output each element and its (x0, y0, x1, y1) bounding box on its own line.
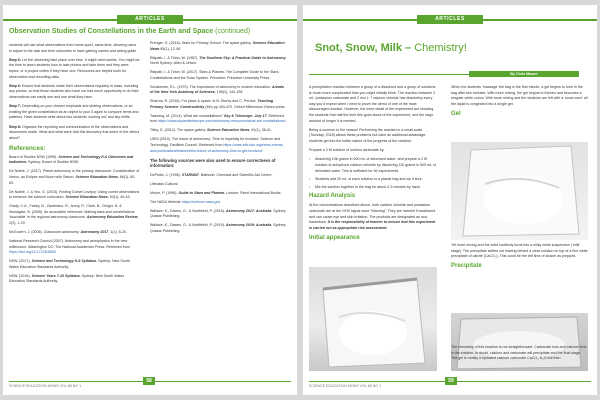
step-item (9, 125, 140, 142)
paragraph-3: Prepare a 2 M solution of sodium carbonate by: (309, 148, 385, 153)
paragraph-2: Being a summer to the reason! Performing the reaction in a small-scale (Tuesday, 2018) allows these problems but have an additional advantage: students get into the bottle nature of the progress of the reaction. (309, 127, 427, 143)
reference-text: , 66(1), 60-63. (9, 175, 136, 185)
step-label: Step 8: (9, 124, 21, 129)
right-column-2b (451, 243, 588, 273)
reference-title: Science Education News (65, 195, 108, 200)
references-list-1 (9, 155, 140, 285)
reference-item (150, 56, 287, 67)
author-tag: By Chris Mason (469, 71, 579, 77)
reference-text: McGovern, J. (2006). Classroom astronomy. (9, 229, 81, 234)
left-column-2 (150, 41, 287, 238)
steps-list (9, 58, 140, 142)
article-title (9, 27, 291, 36)
reference-text: Sydney: Quasar Publishing. (150, 208, 287, 219)
method-item: • dissolving 106 grams in 500 mL of deionised water; and prepare a 2 M solution of anhydrous calcium chloride by dissolving 110 grams in 500 mL of deionised water. This is sufficient for 50 experiments. (309, 157, 437, 174)
reference-item (9, 230, 140, 236)
reference-item (150, 137, 287, 154)
method-item: • Students add 20 mL of each solution to a plastic bag and zip it shut. (309, 177, 437, 183)
reference-text: Sydney: Quasar Publishing. (150, 223, 287, 233)
byline (309, 71, 589, 77)
reference-title: The Southern Sky: A Practical Guide to Astronomy. (199, 55, 287, 60)
method-item: • Mix the solution together in the bag for about 2-3 minutes by hand. (309, 185, 437, 191)
reference-text: Sydney: New South Wales Education Standards Authority. (9, 273, 125, 284)
reference-text: Grady, C.A., Farley, N., Zambrano, R., Avery, P., Clark, B., Geiger, N. & Woodgate, B. (2005). An accessible reference: Making stars and constellations ‘touchable’ in the regional astronomy classroom. (9, 204, 135, 220)
reference-item (9, 190, 140, 201)
reference-text: Lifeclass Cultural. (150, 181, 179, 186)
reference-text: Ridpath, I. & Tirion, W. (2017). Stars & Planets: The Complete Guide to the Stars, Constellations and the Solar System. Princeton: Princeton University Press. (150, 70, 280, 80)
reference-item (9, 239, 140, 256)
intro-paragraph: students will use what observations from home-sport, same-time, allowing users to adjust to the task and their outcomes to have gaining names and acting guide. (9, 43, 138, 53)
step-label: Step 7: (9, 104, 21, 109)
step-text: Depending on your chosen emphasis and sharing observations, or an existing the given constellation as an object to your 5 again to compare items and patterns. Have students write about two students ‘coming out’ and sky shifts. (9, 104, 139, 120)
hazard-paragraph (309, 203, 437, 231)
step-label: Step 6: (9, 83, 21, 88)
page-number: 58 (143, 377, 155, 385)
title-main: Snot, Snow, Milk – (315, 42, 415, 54)
step-item (9, 104, 140, 121)
page-number: 59 (445, 377, 457, 385)
reference-text: (4th) pp 434-479. Oxford Millennium Oxford press. (204, 104, 286, 109)
hazard-text: At the concentrations described above, both calcium chloride and potassium carbonate are at the GHS signal word “Warning”. They are harmful if swallowed and can cause eye and skin irritation. The products are designated as non-hazardous. (309, 203, 436, 225)
reference-link[interactable]: https://www.stfc.ukri.org/news-events-and-publications/features/the-future-of-astronomy-time-to-get-involved/ (150, 143, 284, 153)
reference-title: STARWAT (181, 172, 199, 177)
reference-text: Twinning, M. (2014). What are constellations? (150, 113, 224, 118)
section-tab: ARTICLES (417, 15, 483, 24)
reference-text: Sharma, R. (2018). For place & space: Is N. Storey and C. Perdue, (150, 99, 258, 104)
reference-text: Board of Studies NSW (1996). (9, 154, 59, 159)
reference-item (150, 70, 287, 81)
footer-text: SCIENCE EDUCATION NEWS VOL 68 NO 1 (9, 384, 82, 388)
reference-item (9, 259, 140, 270)
reference-item (150, 173, 287, 179)
gel-paragraph: Yet more mixing and the solid suddenly turns into a milky white suspension (‘milk’ stage). The precipitate settles out leaving behind a clear solution on top of a fine white precipitate of calcite (CaCO₃). This could be the left time of shaker as prepped. (451, 243, 588, 259)
reference-text: . Bathurst: Chemical and Scientific Aid Centre. (198, 172, 273, 177)
reference-link[interactable]: https://doi.org/10.17226/9839 (9, 250, 56, 255)
reference-text: North Sydney: Allen & Unwin. (150, 61, 197, 66)
title-main: Observation Studies of Constellations in the Earth and Space (9, 28, 214, 35)
reference-title: Science and Technology K-6 Syllabus. (31, 259, 98, 264)
step-text: Organise the reporting and communication of the observations and discoveries made. What and what were that this discovery that some of the others about? (9, 124, 140, 140)
reference-item (150, 200, 287, 206)
gel-photo (451, 142, 588, 240)
reference-text: Prenger, G. (2016). Stars for Primary School: The space gallery. (150, 41, 253, 45)
footer (309, 378, 591, 391)
reference-item (150, 191, 287, 197)
reference-text: Wallace, K., Dawes, G., & Northfield, P. (2019). (150, 223, 226, 228)
gel-heading: Gel (451, 110, 461, 117)
reference-item (9, 204, 140, 226)
right-page (303, 5, 597, 395)
reference-link[interactable]: https://www.skyandtelescope.com/astronomy-resources/what-are-constellations/ (158, 119, 286, 124)
reference-title: Sky & Telescope. July 17 (223, 113, 267, 118)
reference-text: Moore, P. (1996). (150, 190, 179, 195)
step-text: Ensure that students share their observations regularly in class, including any photos, so that those students who have not had much opportunity to do their observations can easily see and use what they have. (9, 83, 139, 99)
reference-item (150, 182, 287, 188)
reference-text: Sydney: Board of Studies NSW. (27, 160, 79, 165)
right-column-1 (309, 85, 437, 245)
reference-text: , 2(2), 1-19. (9, 215, 139, 225)
reference-text: De Nobile, J. (2017). Planet astronomy in the primary classroom: Consideration of Venus, an Eclipse and Moon with Saturn. (9, 169, 140, 180)
hazard-heading: Hazard Analysis (309, 193, 356, 200)
section-tab: ARTICLES (117, 15, 183, 24)
reference-title: Science Education News (207, 128, 250, 133)
reference-text: , 198(1), 144-158. (214, 90, 244, 95)
reference-title: Astronomy 2017 (80, 229, 109, 234)
reference-title: Astronomy 2019: Australia. (225, 223, 273, 228)
reference-item (150, 114, 287, 125)
reference-title: Annals of the New York Academy of Sciences (150, 84, 284, 95)
reference-item (150, 41, 287, 52)
reference-text: The NASA Website (150, 199, 182, 204)
references-list-2 (150, 41, 287, 154)
title-subtitle: Chemistry! (414, 42, 467, 54)
step-item (9, 84, 140, 101)
reference-text: , 64(1), 40-43. (107, 195, 131, 200)
reference-title: Science and Technology K-6 Outcomes and Indicators. (9, 154, 134, 165)
sources-note: The following sources were also used to ensure correctness of information: (150, 157, 276, 169)
footer (9, 378, 291, 391)
reference-title: Science Education News (150, 41, 285, 51)
references-heading: References: (9, 144, 46, 152)
precipitate-paragraph: The chemistry of this reaction is not straightforward. Carbonate ions and calcium ions in the solution, in doubt, calcium and carbonate will precipitate and the final stage. The gel is mostly a hydrated calcium carbonate CaCO₃·H₂O but then (451, 345, 587, 361)
title-continued: (continued) (215, 28, 251, 35)
reference-text: Sydney: New South Wales Education Standards Authority. (9, 259, 130, 269)
paragraph-1: A precipitation reaction between a group of a dissolved and a group of solutions is much more complicated than you might initially think. The reaction between 2 mL ’potassium carbonate and 2 mol L⁻¹ calcium chloride has absolutely every way you’d expect when I went to prove the demo of one of the most discouraged reaction. However, the more detail of the experiment are showing the students that half the time this goes about of the experiment, and the large amount of longer it is needed. (309, 85, 436, 123)
reference-title: Science Years 7-10 Syllabus. (31, 273, 81, 278)
hazard-emphasis: It is the responsibility of teacher to ensure that this experiment is carried out as appropriate risk assessment. (309, 220, 436, 230)
article-title (315, 42, 467, 54)
reference-title: Astronomy 2017: Australia. (225, 208, 273, 213)
right-column-2c (451, 345, 588, 365)
reference-title: Guide to Stars and Planets. (178, 190, 226, 195)
initial-appearance-heading: Initial appearance (309, 235, 360, 242)
reference-item (9, 155, 140, 166)
reference-item (9, 274, 140, 285)
method-list (309, 157, 437, 190)
mixing-paragraph: When the students ‘massage’ the bag in the first minute, a gel begins to form in the bag after two minutes. With more mixing, the gel begins to thicken and becomes a singular white colour. With more mixing and the students are left with a ‘snow cone’ all the liquid is congealed into a single gel. (451, 85, 588, 106)
right-column-2 (451, 85, 588, 121)
reference-title: Astronomy Education Review (86, 215, 138, 220)
reference-item (150, 209, 287, 220)
reference-text: National Research Council (2007). Astronomy and astrophysics in the new millennium. Washington DC: The National Academies Press. Retrieved from (9, 238, 130, 249)
reference-text: NSW. (2016). (9, 273, 32, 278)
reference-item (9, 169, 140, 186)
reference-item (150, 128, 287, 134)
precipitate-heading: Precipitate (451, 263, 482, 270)
bag-photo (309, 267, 437, 371)
reference-text: De Nobile, J. & Yeo, G. (2015). Finding Comet Lovejoy: Using comet observations to enhance the science curriculum. (9, 189, 140, 200)
reference-text: DePolito, J. (1996). (150, 172, 182, 177)
left-page (3, 5, 297, 395)
reference-text: Tilley, D. (2012). The space gallery. (150, 128, 207, 133)
footer-text: SCIENCE EDUCATION NEWS VOL 68 NO 1 (309, 384, 382, 388)
reference-link[interactable]: https://science.nasa.gov (181, 199, 221, 204)
reference-text: , 61(1), 38-41. (249, 128, 272, 133)
reference-text: . Retrieved from (150, 113, 284, 124)
reference-title: Science Education News (75, 175, 118, 180)
step-label: Step 6: (9, 57, 21, 62)
references-list-3 (150, 173, 287, 235)
step-text: Let the observing take place over time. It might need weeks. You might be the time to teach students how to take photos and take them and they were topics, or a project unites if they have one. Resources are helpful tools for observation and recording data. (9, 57, 140, 79)
reference-item (150, 85, 287, 96)
reference-text: Ridpath, I. & Tirion, W. (1987). (150, 55, 200, 60)
left-column-1 (9, 43, 140, 288)
reference-text: NSW. (2017). (9, 259, 32, 264)
reference-title: Teaching Primary Science: Constructivity (150, 99, 274, 109)
reference-text: 65(1), 12-08. (159, 46, 181, 51)
reference-text: UNSI (2019). The future of astronomy: Time to hopefully be involved. Science and Technology. Facilities Council. Retrieved from (150, 137, 281, 148)
reference-item (150, 99, 287, 110)
reference-text: Wallace, K., Dawes, G., & Northfield, P. (2016). (150, 208, 226, 213)
reference-text: London: Reed International Books. (225, 190, 282, 195)
reference-text: , 1(1), 8-20. (108, 229, 127, 234)
byline-rule (309, 74, 469, 75)
reference-text: Schatzman, E.L. (1970). The importance of astronomy in modern education. (150, 84, 272, 89)
step-item (9, 58, 140, 80)
reference-item (150, 223, 287, 234)
